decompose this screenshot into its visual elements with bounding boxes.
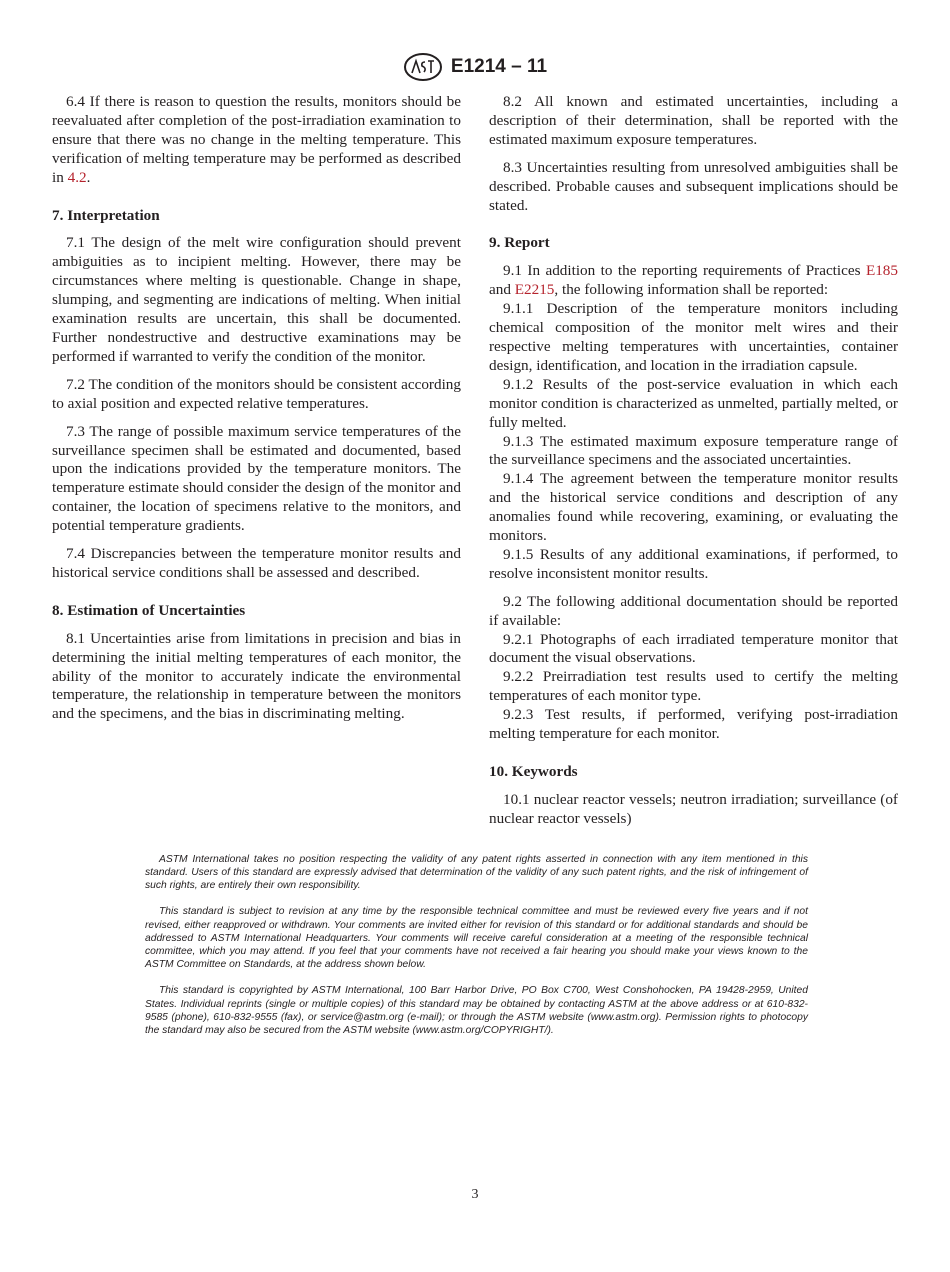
revision-notice: This standard is subject to revision at any time by the responsible technical committee and must be reviewed every five years and if not revised, either reapproved or withdrawn. Your comments are invited either for revision of this standard or for additional standards and should be addressed to ASTM International Headquarters. Your comments will receive careful consideration at a meeting of the responsible technical committee, which you may attend. If you feel that your comments have not received a fair hearing you should make your views known to the ASTM Committee on Standards, at the address shown below. <box>145 906 808 971</box>
left-column <box>52 93 461 724</box>
copyright-notice: This standard is copyrighted by ASTM International, 100 Barr Harbor Drive, PO Box C700, West Conshohocken, PA 19428-2959, United States. Individual reprints (single or multiple copies) of this standard may be obtained by contacting ASTM at the above address or at 610-832-9585 (phone), 610-832-9555 (fax), or service@astm.org (e-mail); or through the ASTM website (www.astm.org). Permission rights to photocopy the standard may also be secured from the ASTM website (www.astm.org/COPYRIGHT/). <box>145 985 808 1036</box>
paragraph-10-1: 10.1 nuclear reactor vessels; neutron irradiation; surveillance (of nuclear reactor vessels) <box>489 790 898 827</box>
heading-report: 9. Report <box>489 234 550 252</box>
link-4-2[interactable]: 4.2 <box>67 168 87 186</box>
paragraph-9-1-3: 9.1.3 The estimated maximum exposure temperature range of the surveillance specimens and the associated uncertainties. <box>489 432 898 469</box>
body-columns <box>52 93 898 829</box>
paragraph-6-4: 6.4 If there is reason to question the results, monitors should be reevaluated after completion of the post-irradiation examination to ensure that there was no change in the melting temperature. This verification of melting temperature may be performed as described in 4.2. <box>52 93 461 186</box>
link-e185[interactable]: E185 <box>865 262 898 280</box>
paragraph-7-4: 7.4 Discrepancies between the temperature monitor results and historical service conditions shall be assessed and described. <box>52 545 461 581</box>
heading-interpretation: 7. Interpretation <box>52 206 160 224</box>
right-column <box>489 93 898 829</box>
paragraph-7-2: 7.2 The condition of the monitors should be consistent according to axial position and expected relative temperatures. <box>52 375 461 412</box>
standard-designation: E1214 – 11 <box>450 56 548 77</box>
astm-logo-icon <box>403 52 443 82</box>
paragraph-9-2: 9.2 The following additional documentation should be reported if available: <box>489 592 898 629</box>
paragraph-9-1-1: 9.1.1 Description of the temperature monitors including chemical composition of the monitor melt wires and their respective melting temperatures with uncertainties, container design, identification, and location in the irradiation capsule. <box>489 300 898 374</box>
page-number: 3 <box>471 1187 479 1203</box>
paragraph-9-1-4: 9.1.4 The agreement between the temperature monitor results and the historical service conditions and description of any anomalies found while recovering, examining, or evaluating the monitors. <box>489 470 898 545</box>
link-e2215[interactable]: E2215 <box>514 281 555 299</box>
footer-notice <box>145 853 808 1037</box>
patent-notice: ASTM International takes no position respecting the validity of any patent rights asserted in connection with any item mentioned in this standard. Users of this standard are expressly advised that determination of the validity of any such patent rights, and the risk of infringement of such rights, are entirely their own responsibility. <box>145 853 808 892</box>
heading-keywords: 10. Keywords <box>489 763 578 780</box>
paragraph-9-1-5: 9.1.5 Results of any additional examinations, if performed, to resolve inconsistent monitor results. <box>489 545 898 582</box>
page-header <box>0 0 950 82</box>
paragraph-9-2-1: 9.2.1 Photographs of each irradiated temperature monitor that document the visual observations. <box>489 630 898 667</box>
paragraph-9-2-3: 9.2.3 Test results, if performed, verifying post-irradiation melting temperature for each monitor. <box>489 706 898 743</box>
paragraph-9-1: 9.1 In addition to the reporting requirements of Practices E185 and E2215, the following information shall be reported: <box>489 262 898 299</box>
paragraph-7-3: 7.3 The range of possible maximum service temperatures of the surveillance specimen shall be estimated and documented, based upon the indications provided by the temperature monitors. The temperature estimate should consider the design of the monitor and container, the location of specimens relative to the monitors, and potential temperature gradients. <box>52 422 461 535</box>
paragraph-9-1-2: 9.1.2 Results of the post-service evaluation in which each monitor condition is characterized as unmelted, partially melted, or fully melted. <box>489 375 898 431</box>
heading-uncertainties: 8. Estimation of Uncertainties <box>52 601 246 619</box>
paragraph-8-3: 8.3 Uncertainties resulting from unresolved ambiguities shall be described. Probable causes and subsequent implications should be stated. <box>489 158 898 214</box>
paragraph-8-1: 8.1 Uncertainties arise from limitations in precision and bias in determining the initial melting temperatures of each monitor, the ability of the monitor to accurately indicate the environmental temperature, the relationship in temperature between the monitors and the specimens, and the bias in discriminating melting. <box>52 629 461 723</box>
paragraph-7-1: 7.1 The design of the melt wire configuration should prevent ambiguities as to incipient melting. However, there may be circumstances where melting is questionable. Change in shape, slumping, and segmenting are indications of melting. When initial examination results are uncertain, this shall be documented. Further nondestructive and destructive examinations may be performed if warranted to verify the condition of the monitor. <box>52 234 461 365</box>
paragraph-9-2-2: 9.2.2 Preirradiation test results used to certify the melting temperatures of each monitor type. <box>489 668 898 705</box>
paragraph-8-2: 8.2 All known and estimated uncertainties, including a description of their determination, shall be reported with the estimated maximum exposure temperatures. <box>489 93 898 148</box>
